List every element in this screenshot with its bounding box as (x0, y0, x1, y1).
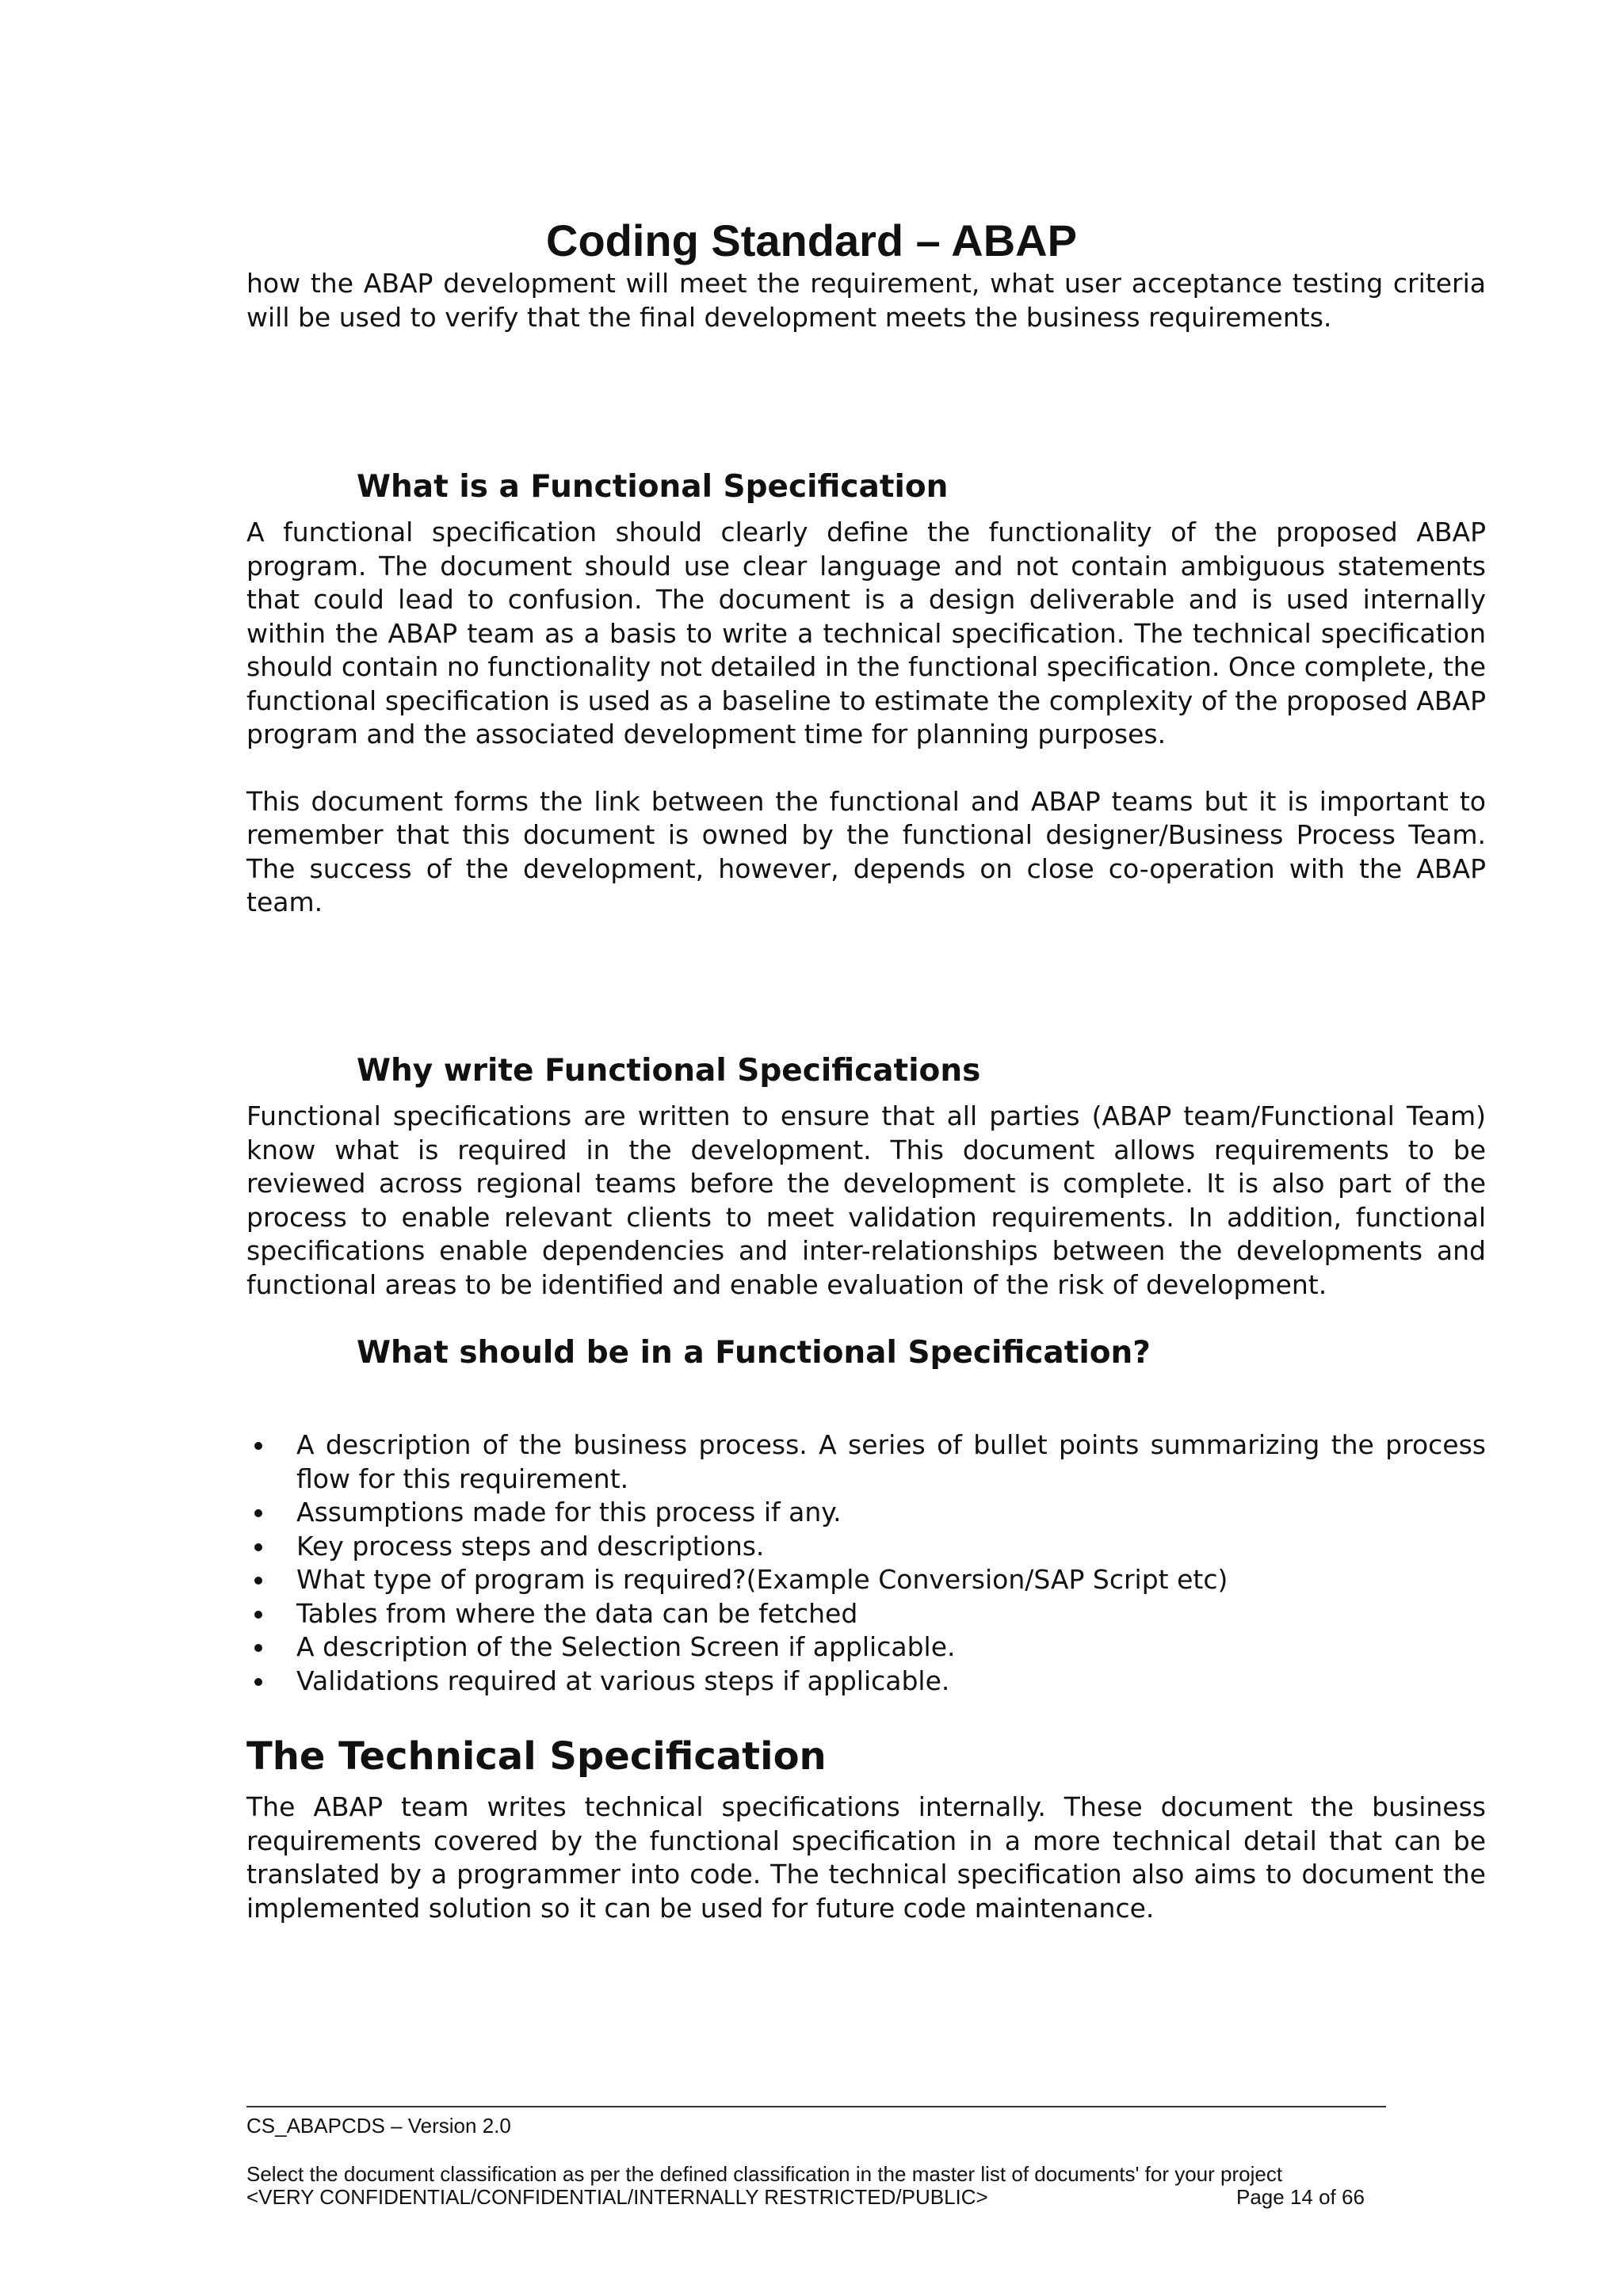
footer-divider (246, 2106, 1386, 2107)
list-item: Key process steps and descriptions. (246, 1530, 1486, 1564)
why-write-body (246, 1100, 1486, 1302)
bullet-icon (254, 1644, 262, 1652)
document-title: Coding Standard – ABAP (546, 215, 1077, 265)
list-item: Tables from where the data can be fetched (246, 1597, 1486, 1631)
bullet-icon (254, 1611, 262, 1619)
bullet-icon (254, 1678, 262, 1686)
technical-spec-paragraph: The ABAP team writes technical specifications internally. These document the business requirements covered by the functional specification in a more technical detail that can be translated by a programmer into code. The technical specification also aims to document the implemented solution so it can be used for future code maintenance. (246, 1791, 1486, 1924)
footer-page-number: Page 14 of 66 (1236, 2185, 1365, 2209)
functional-spec-paragraph-1: A functional specification should clearly define the functionality of the proposed ABAP program. The document should use clear language and not contain ambiguous statements that could lead to confusion. The document is a design deliverable and is used internally within the ABAP team as a basis to write a technical specification. The technical specification should contain no functionality not detailed in the functional specification. Once complete, the functional specification is used as a baseline to estimate the complexity of the proposed ABAP program and the associated development time for planning purposes. (246, 517, 1486, 749)
heading-technical-spec: The Technical Specification (246, 1734, 827, 1779)
bullet-icon (254, 1442, 262, 1450)
technical-spec-body (246, 1791, 1486, 1925)
spec-contents-list (246, 1428, 1486, 1698)
bullet-icon (254, 1509, 262, 1517)
functional-spec-paragraph-2: This document forms the link between the functional and ABAP teams but it is important to remember that this document is owned by the functional designer/Business Process Team. The success of the development, however, depends on close co-operation with the ABAP team. (246, 785, 1486, 917)
heading-why-write: Why write Functional Specifications (357, 1053, 981, 1089)
intro-block (246, 267, 1486, 334)
list-item: What type of program is required?(Example Conversion/SAP Script etc) (246, 1563, 1486, 1597)
why-write-paragraph: Functional specifications are written to ensure that all parties (ABAP team/Functional Team) know what is required in the development. This document allows requirements to be reviewed across regional teams before the development is complete. It is also part of the process to enable relevant clients to meet validation requirements. In addition, functional specifications enable dependencies and inter-relationships between the developments and functional areas to be identified and enable evaluation of the risk of development. (246, 1100, 1486, 1300)
bullet-icon (254, 1543, 262, 1551)
list-item: A description of the business process. A series of bullet points summarizing the process flow for this requirement. (246, 1428, 1486, 1496)
footer-classification-note: Select the document classification as per the defined classification in the master list of documents' for your project (246, 2162, 1283, 2186)
intro-paragraph: how the ABAP development will meet the requirement, what user acceptance testing criteria will be used to verify that the final development meets the business requirements. (246, 268, 1486, 333)
footer-classification-levels: <VERY CONFIDENTIAL/CONFIDENTIAL/INTERNALLY RESTRICTED/PUBLIC> (246, 2185, 988, 2209)
list-item: A description of the Selection Screen if applicable. (246, 1630, 1486, 1665)
bullet-icon (254, 1577, 262, 1585)
list-item: Validations required at various steps if applicable. (246, 1665, 1486, 1699)
list-item: Assumptions made for this process if any. (246, 1496, 1486, 1530)
heading-functional-spec: What is a Functional Specification (357, 469, 949, 505)
functional-spec-body (246, 516, 1486, 920)
heading-spec-contents: What should be in a Functional Specification? (357, 1335, 1151, 1371)
footer-version: CS_ABAPCDS – Version 2.0 (246, 2114, 511, 2138)
